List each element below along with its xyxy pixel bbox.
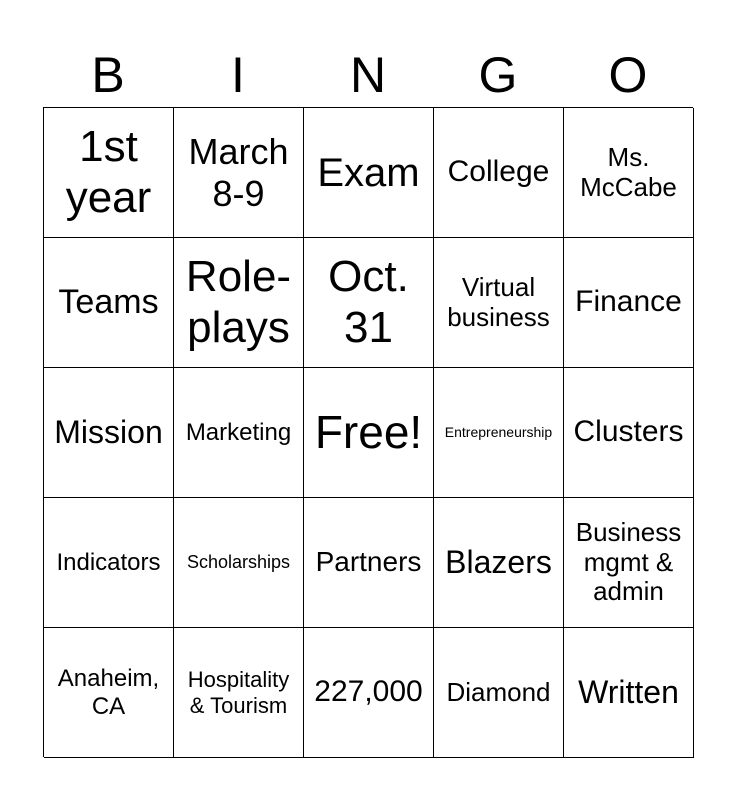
header-letter-g: G	[478, 47, 518, 103]
bingo-cell[interactable]	[564, 368, 694, 498]
cell-label: Finance	[575, 285, 682, 319]
cell-label: Clusters	[573, 415, 684, 449]
bingo-cell[interactable]	[44, 238, 174, 368]
bingo-cell[interactable]	[564, 108, 694, 238]
cell-label: March 8-9	[188, 131, 289, 214]
cell-label: Indicators	[56, 548, 161, 576]
cell-label: Oct. 31	[328, 251, 409, 352]
bingo-cell[interactable]	[434, 368, 564, 498]
bingo-cell[interactable]	[174, 238, 304, 368]
header-letter-o: O	[608, 47, 648, 103]
cell-label: Mission	[54, 414, 163, 451]
bingo-cell[interactable]	[434, 498, 564, 628]
bingo-cell[interactable]	[304, 628, 434, 758]
cell-label: Scholarships	[186, 552, 291, 573]
header-letter-b: B	[91, 47, 125, 103]
header-letter-n: N	[349, 47, 387, 103]
bingo-cell[interactable]	[434, 238, 564, 368]
cell-label: Free!	[314, 406, 423, 459]
cell-label: Partners	[315, 546, 422, 578]
bingo-cell[interactable]	[44, 628, 174, 758]
bingo-cell[interactable]	[174, 628, 304, 758]
bingo-cell[interactable]	[174, 368, 304, 498]
cell-label: Blazers	[445, 544, 552, 581]
cell-label: 1st year	[65, 121, 152, 222]
cell-label: Teams	[58, 282, 159, 321]
bingo-cell[interactable]	[304, 498, 434, 628]
bingo-header	[43, 40, 693, 110]
bingo-cell[interactable]	[564, 238, 694, 368]
cell-label: 227,000	[314, 675, 423, 709]
cell-label: Ms. McCabe	[580, 141, 677, 202]
cell-label: Hospitality & Tourism	[187, 667, 290, 718]
cell-label: Diamond	[446, 676, 551, 707]
bingo-cell[interactable]	[564, 498, 694, 628]
cell-label: Business mgmt & admin	[575, 516, 682, 607]
bingo-grid	[43, 107, 693, 757]
bingo-cell[interactable]	[564, 628, 694, 758]
free-space-cell[interactable]	[304, 368, 434, 498]
cell-label: Entrepreneurship	[444, 424, 553, 441]
bingo-cell[interactable]	[44, 368, 174, 498]
cell-label: Role-plays	[185, 251, 292, 352]
bingo-cell[interactable]	[434, 628, 564, 758]
bingo-cell[interactable]	[174, 108, 304, 238]
bingo-cell[interactable]	[44, 108, 174, 238]
cell-label: Anaheim, CA	[57, 664, 160, 720]
cell-label: Virtual business	[447, 271, 550, 332]
cell-label: College	[447, 155, 550, 189]
bingo-cell[interactable]	[434, 108, 564, 238]
bingo-cell[interactable]	[174, 498, 304, 628]
cell-label: Written	[578, 674, 679, 711]
bingo-cell[interactable]	[304, 238, 434, 368]
cell-label: Marketing	[185, 418, 292, 446]
header-letter-i: I	[231, 47, 245, 103]
bingo-cell[interactable]	[304, 108, 434, 238]
cell-label: Exam	[317, 150, 420, 195]
bingo-cell[interactable]	[44, 498, 174, 628]
